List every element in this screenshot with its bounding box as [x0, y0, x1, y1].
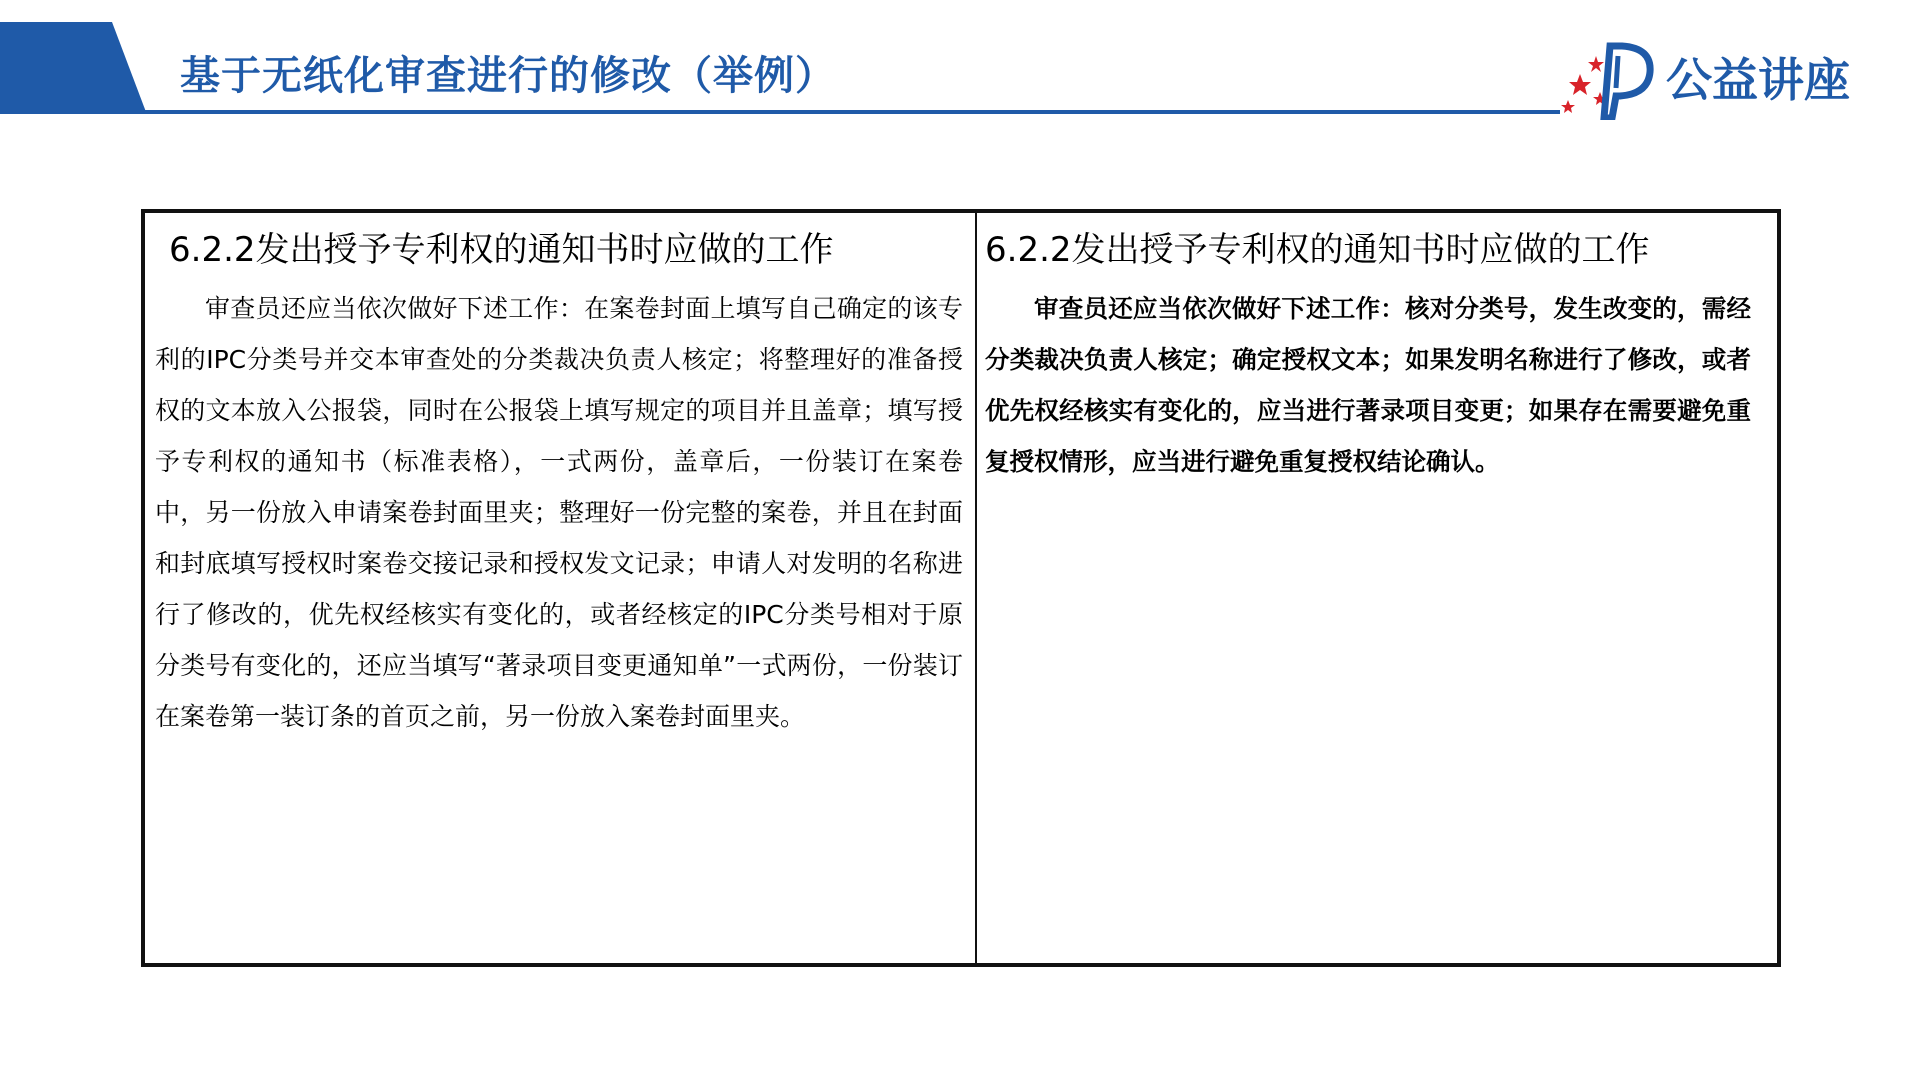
header-corner-decoration — [0, 0, 150, 118]
original-section-body: 审查员还应当依次做好下述工作：在案卷封面上填写自己确定的该专利的IPC分类号并交本审查处的分类裁决负责人核定；将整理好的准备授权的文本放入公报袋，同时在公报袋上填写规定的项目并且盖章；填写授予专利权的通知书（标准表格），一式两份，盖章后，一份装订在案卷中，另一份放入申请案卷封面里夹；整理好一份完整的案卷，并且在封面和封底填写授权时案卷交接记录和授权发文记录；申请人对发明的名称进行了修改的，优先权经核实有变化的，或者经核定的IPC分类号相对于原分类号有变化的，还应当填写“著录项目变更通知单”一式两份，一份装订在案卷第一装订条的首页之前，另一份放入案卷封面里夹。 — [155, 294, 963, 731]
header-divider — [0, 110, 1560, 114]
revised-section-heading: 6.2.2发出授予专利权的通知书时应做的工作 — [985, 230, 1650, 270]
original-text-column — [145, 213, 977, 963]
logo-text: 公益讲座 — [1666, 53, 1850, 107]
revised-section-body: 审查员还应当依次做好下述工作：核对分类号，发生改变的，需经分类裁决负责人核定；确定授权文本；如果发明名称进行了修改，或者优先权经核实有变化的，应当进行著录项目变更；如果存在需要避免重复授权情形，应当进行避免重复授权结论确认。 — [985, 294, 1751, 476]
revised-text-column — [977, 213, 1777, 963]
comparison-table — [141, 209, 1781, 967]
page-title: 基于无纸化审查进行的修改（举例） — [180, 53, 836, 99]
star-p-logo-icon — [1560, 34, 1660, 120]
logo — [1560, 34, 1900, 120]
original-section-heading: 6.2.2发出授予专利权的通知书时应做的工作 — [169, 230, 834, 270]
